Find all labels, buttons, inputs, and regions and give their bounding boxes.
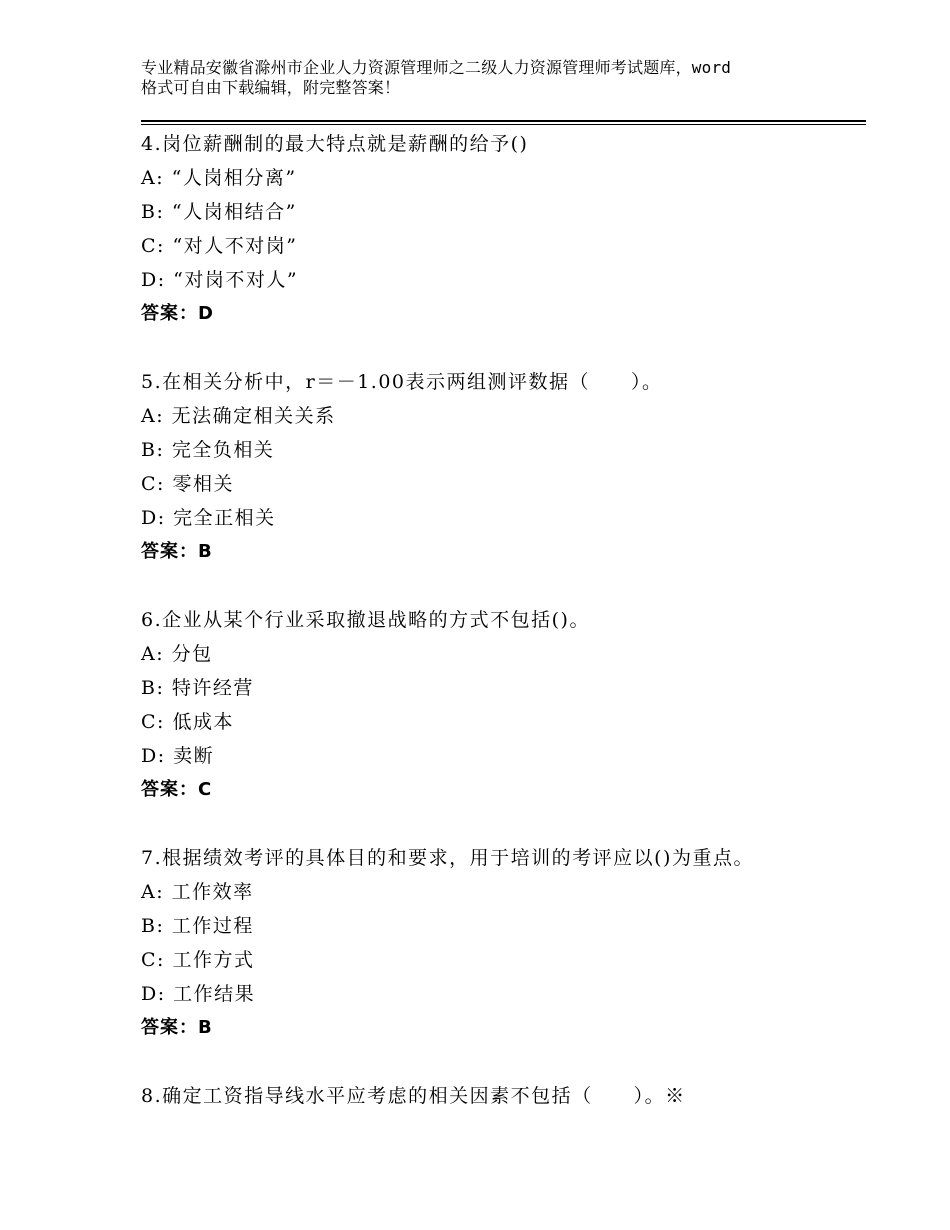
answer-label: 答案：D [141,303,214,324]
header-line-2: 格式可自由下载编辑，附完整答案！ [141,78,401,97]
option-b: B: “人岗相结合” [141,201,297,223]
question-stem: 7.根据绩效考评的具体目的和要求，用于培训的考评应以()为重点。 [141,847,754,869]
option-a: A: 工作效率 [141,881,254,903]
option-d: D: “对岗不对人” [141,269,299,291]
document-header [141,58,831,98]
answer-label: 答案：C [141,779,213,800]
answer-label: 答案：B [141,1017,213,1038]
option-d: D: 工作结果 [141,983,256,1005]
header-divider-thick [141,120,866,122]
answer-label: 答案：B [141,541,213,562]
option-c: C: 零相关 [141,473,234,495]
question-stem: 5.在相关分析中，r＝－1.00表示两组测评数据（ ）。 [141,371,663,393]
question-7 [141,841,881,1045]
option-c: C: “对人不对岗” [141,235,298,257]
option-b: B: 工作过程 [141,915,254,937]
header-line-1: 专业精品安徽省滁州市企业人力资源管理师之二级人力资源管理师考试题库，word [141,58,732,77]
question-stem: 8.确定工资指导线水平应考虑的相关因素不包括（ ）。※ [141,1085,686,1107]
option-d: D: 卖断 [141,745,215,767]
option-c: C: 低成本 [141,711,234,733]
option-d: D: 完全正相关 [141,507,276,529]
option-a: A: 无法确定相关关系 [141,405,336,427]
header-divider-thin [141,124,866,125]
question-stem: 6.企业从某个行业采取撤退战略的方式不包括()。 [141,609,590,631]
question-6 [141,603,881,807]
question-stem: 4.岗位薪酬制的最大特点就是薪酬的给予() [141,133,529,155]
question-list [141,127,881,1147]
question-8 [141,1079,881,1113]
option-a: A: “人岗相分离” [141,167,297,189]
question-4 [141,127,881,331]
option-a: A: 分包 [141,643,213,665]
option-b: B: 完全负相关 [141,439,275,461]
question-5 [141,365,881,569]
option-c: C: 工作方式 [141,949,255,971]
option-b: B: 特许经营 [141,677,254,699]
